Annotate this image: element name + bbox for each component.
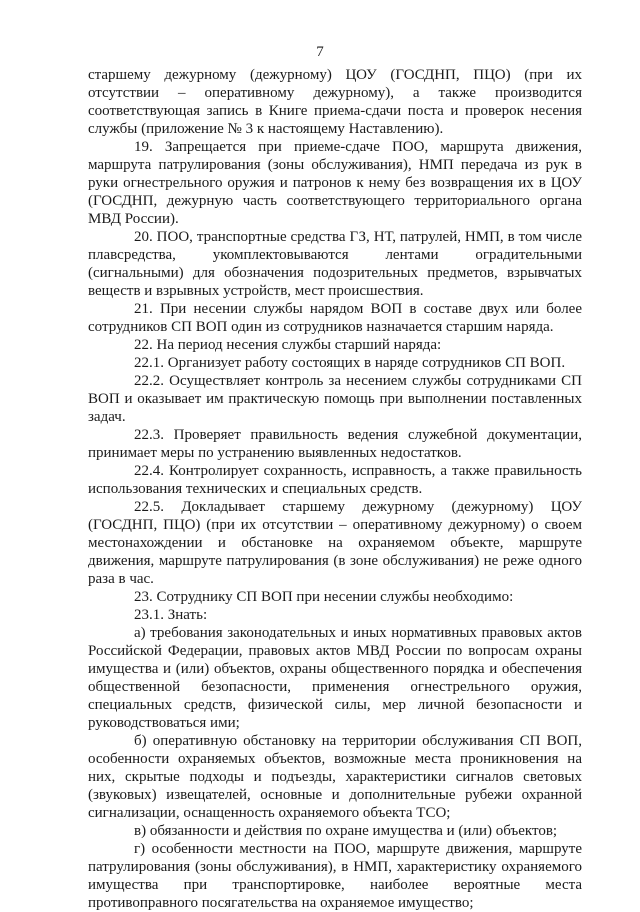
paragraph-22-1: 22.1. Организует работу состоящих в наряде сотрудников СП ВОП.: [134, 355, 566, 371]
paragraph-20: 20. ПОО, транспортные средства ГЗ, НТ, патрулей, НМП, в том числе плавсредства, укомплектовываются лентами оградительными (сигнальными) для обозначения подозрительных предметов, взрывчатых веществ и взрывных устройств, мест происшествия.: [88, 229, 582, 299]
paragraph-continuation: старшему дежурному (дежурному) ЦОУ (ГОСДНП, ПЦО) (при их отсутствии – оперативному дежурному), а также производится соответствующая запись в Книге приема-сдачи поста и проверок несения службы (приложение № 3 к настоящему Наставлению).: [88, 67, 582, 137]
page-number: 7: [316, 44, 324, 60]
paragraph-23: 23. Сотруднику СП ВОП при несении службы необходимо:: [134, 589, 514, 605]
paragraph-22-2: 22.2. Осуществляет контроль за несением службы сотрудниками СП ВОП и оказывает им практическую помощь при выполнении поставленных задач.: [88, 373, 582, 425]
paragraph-22-4: 22.4. Контролирует сохранность, исправность, а также правильность использования технических и специальных средств.: [88, 463, 582, 497]
list-item-b: б) оперативную обстановку на территории обслуживания СП ВОП, особенности охраняемых объектов, возможные места проникновения на них, скрытые подходы и подъезды, характеристики сигналов световых (звуковых) извещателей, основные и дополнительные рубежи охранной сигнализации, оснащенность охраняемого объекта ТСО;: [88, 733, 582, 821]
paragraph-22-3: 22.3. Проверяет правильность ведения служебной документации, принимает меры по устранению выявленных недостатков.: [88, 427, 582, 461]
paragraph-21: 21. При несении службы нарядом ВОП в составе двух или более сотрудников СП ВОП один из сотрудников назначается старшим наряда.: [88, 301, 582, 335]
paragraph-22: 22. На период несения службы старший наряда:: [134, 337, 442, 353]
list-item-g: г) особенности местности на ПОО, маршруте движения, маршруте патрулирования (зоны обслуживания), в НМП, характеристику охраняемого имущества при транспортировке, наиболее вероятные места противоправного посягательства на охраняемое имущество;: [88, 841, 582, 911]
paragraph-19: 19. Запрещается при приеме-сдаче ПОО, маршрута движения, маршрута патрулирования (зоны обслуживания), НМП передача из рук в руки огнестрельного оружия и патронов к нему без возвращения их в ЦОУ (ГОСДНП, дежурную часть соответствующего территориального органа МВД России).: [88, 139, 582, 227]
list-item-v: в) обязанности и действия по охране имущества и (или) объектов;: [134, 823, 558, 839]
document-body: [88, 66, 582, 912]
paragraph-23-1: 23.1. Знать:: [134, 607, 208, 623]
list-item-a: а) требования законодательных и иных нормативных правовых актов Российской Федерации, правовых актов МВД России по вопросам охраны имущества и (или) объектов, охраны общественного порядка и обеспечения общественной безопасности, применения огнестрельного оружия, специальных средств, физической силы, мер личной безопасности и руководствоваться ими;: [88, 625, 582, 731]
paragraph-22-5: 22.5. Докладывает старшему дежурному (дежурному) ЦОУ (ГОСДНП, ПЦО) (при их отсутствии – оперативному дежурному) о своем местонахождении и обстановке на охраняемом объекте, маршруте движения, маршруте патрулирования (в зоне обслуживания) не реже одного раза в час.: [88, 499, 582, 587]
